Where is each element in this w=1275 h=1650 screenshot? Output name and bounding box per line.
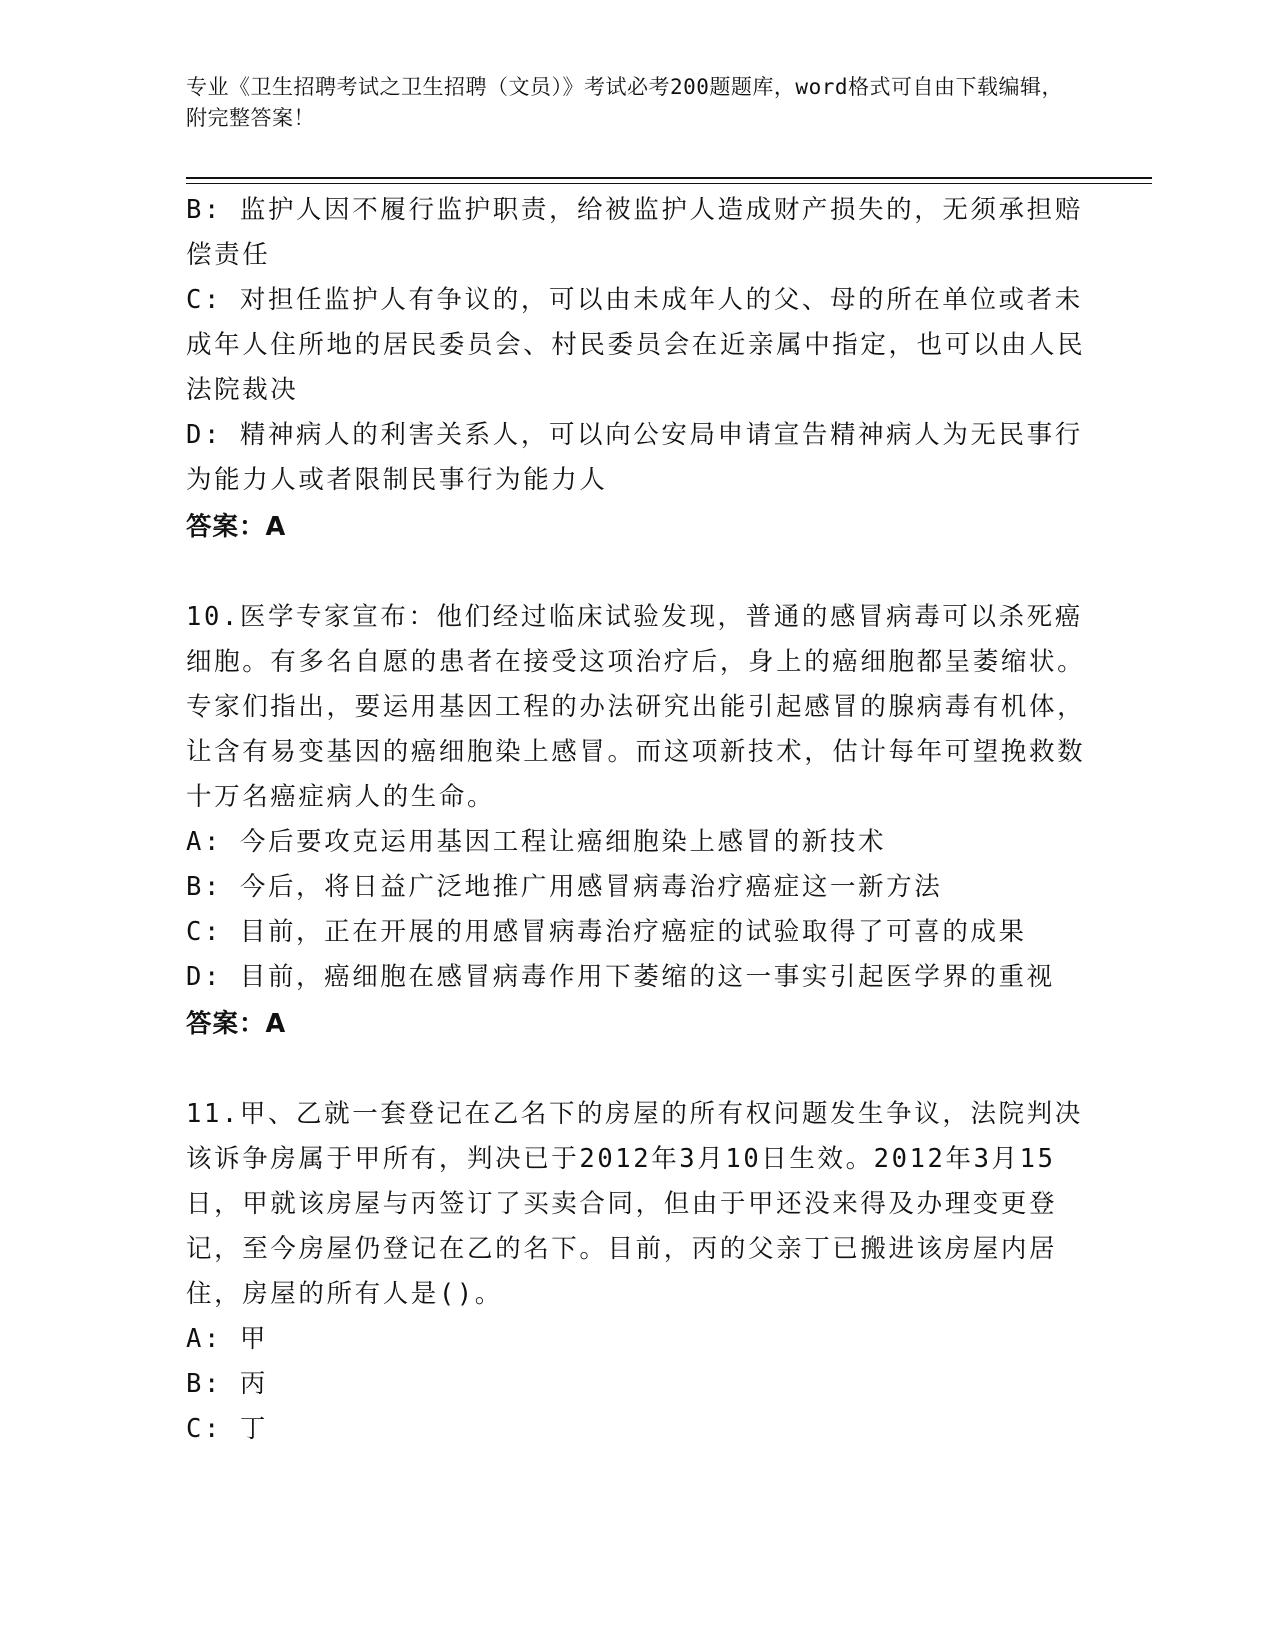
spacer — [186, 550, 1086, 595]
q11-option-c: C: 丁 — [186, 1414, 268, 1444]
q10-option-d: D: 目前，癌细胞在感冒病毒作用下萎缩的这一事实引起医学界的重视 — [186, 962, 1055, 992]
spacer — [186, 1047, 1086, 1092]
q9-option-d: D: 精神病人的利害关系人，可以向公安局申请宣告精神病人为无民事行为能力人或者限制民事行为能力人 — [186, 420, 1083, 495]
q9-option-c: C: 对担任监护人有争议的，可以由未成年人的父、母的所在单位或者未成年人住所地的居民委员会、村民委员会在近亲属中指定，也可以由人民法院裁决 — [186, 285, 1086, 405]
q11-stem: 11.甲、乙就一套登记在乙名下的房屋的所有权问题发生争议，法院判决该诉争房属于甲所有，判决已于2012年3月10日生效。2012年3月15日，甲就该房屋与丙签订了买卖合同，但由于甲还没来得及办理变更登记，至今房屋仍登记在乙的名下。目前，丙的父亲丁已搬进该房屋内居住，房屋的所有人是()。 — [186, 1099, 1083, 1309]
q11-option-b: B: 丙 — [186, 1369, 268, 1399]
page-header: 专业《卫生招聘考试之卫生招聘（文员）》考试必考200题题库，word格式可自由下载编辑，附完整答案！ — [186, 75, 1063, 130]
header-rule-thick — [186, 177, 1152, 179]
q10-option-c: C: 目前，正在开展的用感冒病毒治疗癌症的试验取得了可喜的成果 — [186, 917, 1027, 947]
questions-body — [186, 188, 1086, 1452]
q10-option-b: B: 今后，将日益广泛地推广用感冒病毒治疗癌症这一新方法 — [186, 872, 943, 902]
q11-option-a: A: 甲 — [186, 1324, 268, 1354]
header-rule-thin — [186, 183, 1152, 184]
q10-option-a: A: 今后要攻克运用基因工程让癌细胞染上感冒的新技术 — [186, 827, 887, 857]
q9-answer: 答案：A — [186, 512, 287, 542]
q10-answer: 答案：A — [186, 1009, 287, 1039]
q9-option-b: B: 监护人因不履行监护职责，给被监护人造成财产损失的，无须承担赔偿责任 — [186, 195, 1083, 270]
q10-stem: 10.医学专家宣布：他们经过临床试验发现，普通的感冒病毒可以杀死癌细胞。有多名自愿的患者在接受这项治疗后，身上的癌细胞都呈萎缩状。专家们指出，要运用基因工程的办法研究出能引起感冒的腺病毒有机体，让含有易变基因的癌细胞染上感冒。而这项新技术，估计每年可望挽救数十万名癌症病人的生命。 — [186, 602, 1086, 812]
